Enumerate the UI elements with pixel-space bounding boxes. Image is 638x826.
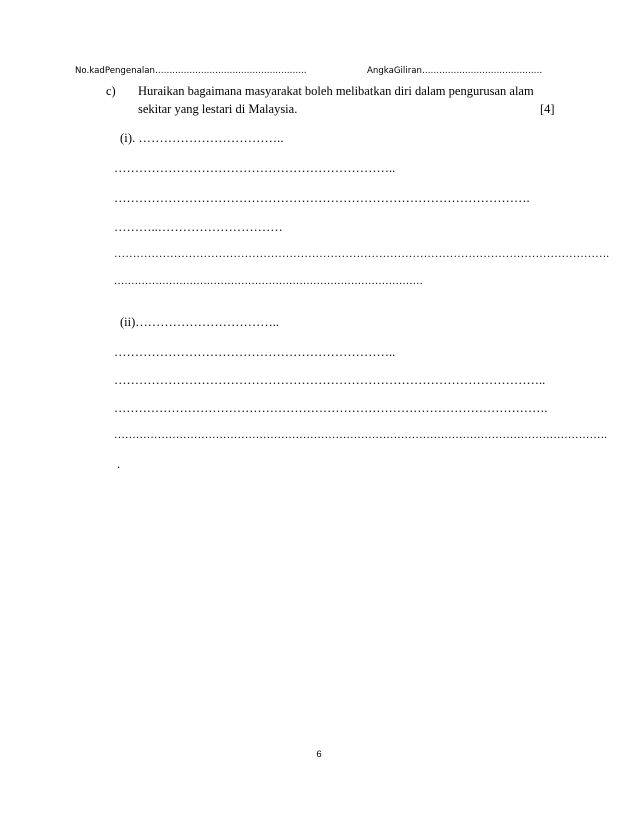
index-number-label: AngkaGiliran…………………………………… <box>367 66 543 76</box>
answer-i-label: (i). …………………………….. <box>120 131 284 145</box>
answer-line: ………………………………………………………………………………………….. <box>114 373 546 387</box>
page-header <box>75 66 575 80</box>
question-marks: [4] <box>540 102 555 116</box>
answer-ii-label: (ii)…………………………….. <box>120 315 280 329</box>
answer-line: ………..………………………… <box>114 220 283 234</box>
answer-line: ……………………………………………………………………………………………………………………. <box>114 248 610 260</box>
answer-line-end: . <box>117 457 121 471</box>
question-text-line-2: sekitar yang lestari di Malaysia. <box>138 102 298 116</box>
answer-line: ……………………………………………………………………………… <box>114 276 423 287</box>
answer-line: ………………………………………………………….. <box>114 345 396 359</box>
answer-line: ……………………………………………………………………………………………. <box>114 401 548 415</box>
answer-line: ………………………………………………………………………………………………………………………. <box>114 429 607 441</box>
answer-line: ………………………………………………………………………………………. <box>114 191 530 205</box>
question-text-line-1: Huraikan bagaimana masyarakat boleh melibatkan diri dalam pengurusan alam <box>138 84 534 98</box>
answer-line: ………………………………………………………….. <box>114 161 396 175</box>
identity-card-number-label: No.kadPengenalan…………………………………………….. <box>75 66 307 76</box>
page-number: 6 <box>316 749 322 760</box>
question-letter: c) <box>106 84 116 98</box>
